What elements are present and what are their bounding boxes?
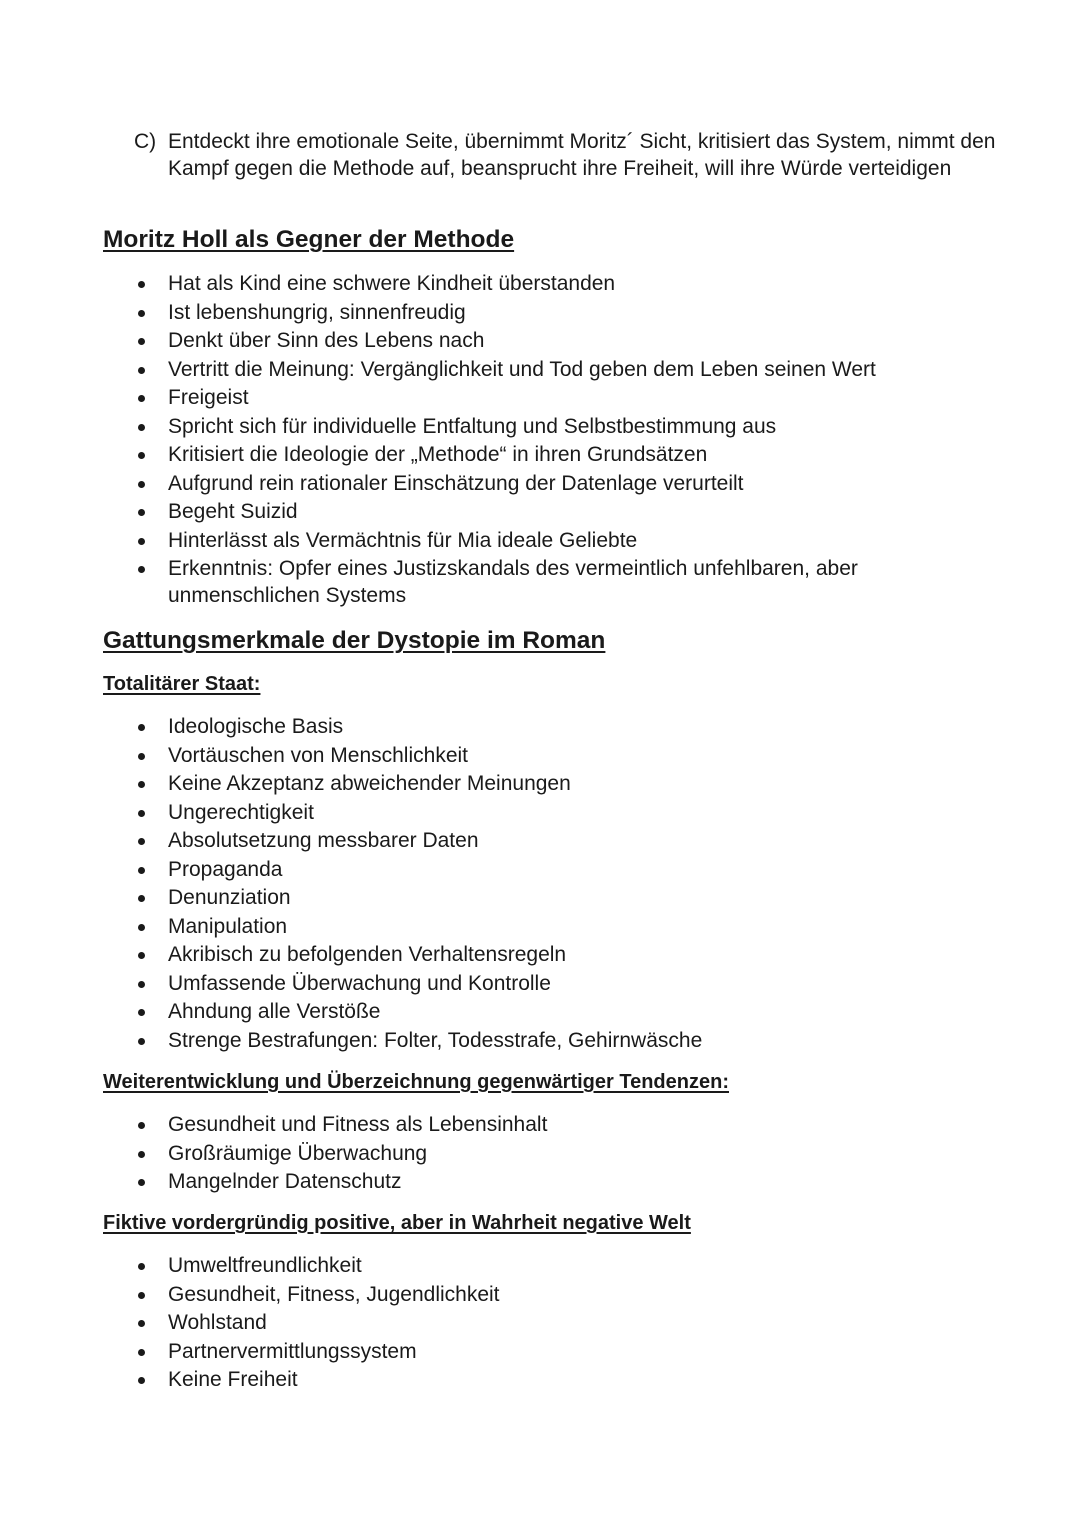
- bullet-icon: [138, 1263, 145, 1270]
- list-item: Ideologische Basis: [0, 713, 928, 742]
- bullet-icon: [138, 981, 145, 988]
- bullet-icon: [138, 424, 145, 431]
- bullet-icon: [138, 367, 145, 374]
- heading-dystopie: Gattungsmerkmale der Dystopie im Roman: [103, 627, 606, 654]
- list-item: Aufgrund rein rationaler Einschätzung der Datenlage verurteilt: [0, 470, 928, 499]
- list-item: Manipulation: [0, 913, 928, 942]
- bullet-icon: [138, 895, 145, 902]
- list-item: Gesundheit und Fitness als Lebensinhalt: [0, 1111, 928, 1140]
- bullet-icon: [138, 753, 145, 760]
- subheading-weiterentwicklung: Weiterentwicklung und Überzeichnung gegenwärtiger Tendenzen:: [103, 1071, 729, 1093]
- bullet-icon: [138, 924, 145, 931]
- bullet-icon: [138, 452, 145, 459]
- list-item: Umfassende Überwachung und Kontrolle: [0, 970, 928, 999]
- list-item: Akribisch zu befolgenden Verhaltensregeln: [0, 941, 928, 970]
- bullet-icon: [138, 1320, 145, 1327]
- list-item: Ungerechtigkeit: [0, 799, 928, 828]
- bullet-icon: [138, 1009, 145, 1016]
- list-item: Hat als Kind eine schwere Kindheit überstanden: [0, 270, 928, 299]
- subheading-totalitaer: Totalitärer Staat:: [103, 673, 261, 695]
- intro-text: Entdeckt ihre emotionale Seite, übernimmt Moritz´ Sicht, kritisiert das System, nimmt den Kampf gegen die Methode auf, beansprucht ihre Freiheit, will ihre Würde verteidigen: [168, 130, 996, 180]
- bullet-icon: [138, 781, 145, 788]
- intro-marker: C): [134, 130, 157, 153]
- bullet-icon: [138, 1122, 145, 1129]
- list-item: Kritisiert die Ideologie der „Methode“ in ihren Grundsätzen: [0, 441, 928, 470]
- totalitaer-list: [0, 713, 1000, 1055]
- bullet-icon: [138, 1292, 145, 1299]
- list-item: Ahndung alle Verstöße: [0, 998, 928, 1027]
- list-item: Wohlstand: [0, 1309, 928, 1338]
- list-item: Absolutsetzung messbarer Daten: [0, 827, 928, 856]
- list-item: Begeht Suizid: [0, 498, 928, 527]
- list-item: Vertritt die Meinung: Vergänglichkeit und Tod geben dem Leben seinen Wert: [0, 356, 928, 385]
- list-item: Keine Freiheit: [0, 1366, 928, 1395]
- list-item: Großräumige Überwachung: [0, 1140, 928, 1169]
- fiktive-list: [0, 1252, 1000, 1395]
- bullet-icon: [138, 538, 145, 545]
- bullet-icon: [138, 338, 145, 345]
- list-item: Denkt über Sinn des Lebens nach: [0, 327, 928, 356]
- list-item: Partnervermittlungssystem: [0, 1338, 928, 1367]
- list-item: Umweltfreundlichkeit: [0, 1252, 928, 1281]
- list-item: Mangelnder Datenschutz: [0, 1168, 928, 1197]
- list-item: Strenge Bestrafungen: Folter, Todesstrafe, Gehirnwäsche: [0, 1027, 928, 1056]
- bullet-icon: [138, 1151, 145, 1158]
- bullet-icon: [138, 1038, 145, 1045]
- bullet-icon: [138, 1377, 145, 1384]
- list-item: Erkenntnis: Opfer eines Justizskandals des vermeintlich unfehlbaren, aber unmenschlichen Systems: [0, 555, 888, 609]
- list-item: Denunziation: [0, 884, 928, 913]
- intro-item-c: [134, 128, 1014, 182]
- list-item: Hinterlässt als Vermächtnis für Mia ideale Geliebte: [0, 527, 928, 556]
- bullet-icon: [138, 1349, 145, 1356]
- bullet-icon: [138, 952, 145, 959]
- list-item: Gesundheit, Fitness, Jugendlichkeit: [0, 1281, 928, 1310]
- list-item: Keine Akzeptanz abweichender Meinungen: [0, 770, 928, 799]
- bullet-icon: [138, 509, 145, 516]
- list-item: Freigeist: [0, 384, 928, 413]
- bullet-icon: [138, 566, 145, 573]
- bullet-icon: [138, 281, 145, 288]
- list-item: Ist lebenshungrig, sinnenfreudig: [0, 299, 928, 328]
- bullet-icon: [138, 1179, 145, 1186]
- subheading-fiktive: Fiktive vordergründig positive, aber in Wahrheit negative Welt: [103, 1212, 691, 1234]
- list-item: Propaganda: [0, 856, 928, 885]
- bullet-icon: [138, 481, 145, 488]
- list-item: Vortäuschen von Menschlichkeit: [0, 742, 928, 771]
- bullet-icon: [138, 838, 145, 845]
- heading-moritz: Moritz Holl als Gegner der Methode: [103, 226, 515, 253]
- bullet-icon: [138, 810, 145, 817]
- bullet-icon: [138, 724, 145, 731]
- list-item: Spricht sich für individuelle Entfaltung und Selbstbestimmung aus: [0, 413, 928, 442]
- bullet-icon: [138, 867, 145, 874]
- bullet-icon: [138, 310, 145, 317]
- moritz-list: [0, 270, 1000, 609]
- weiterentwicklung-list: [0, 1111, 1000, 1197]
- bullet-icon: [138, 395, 145, 402]
